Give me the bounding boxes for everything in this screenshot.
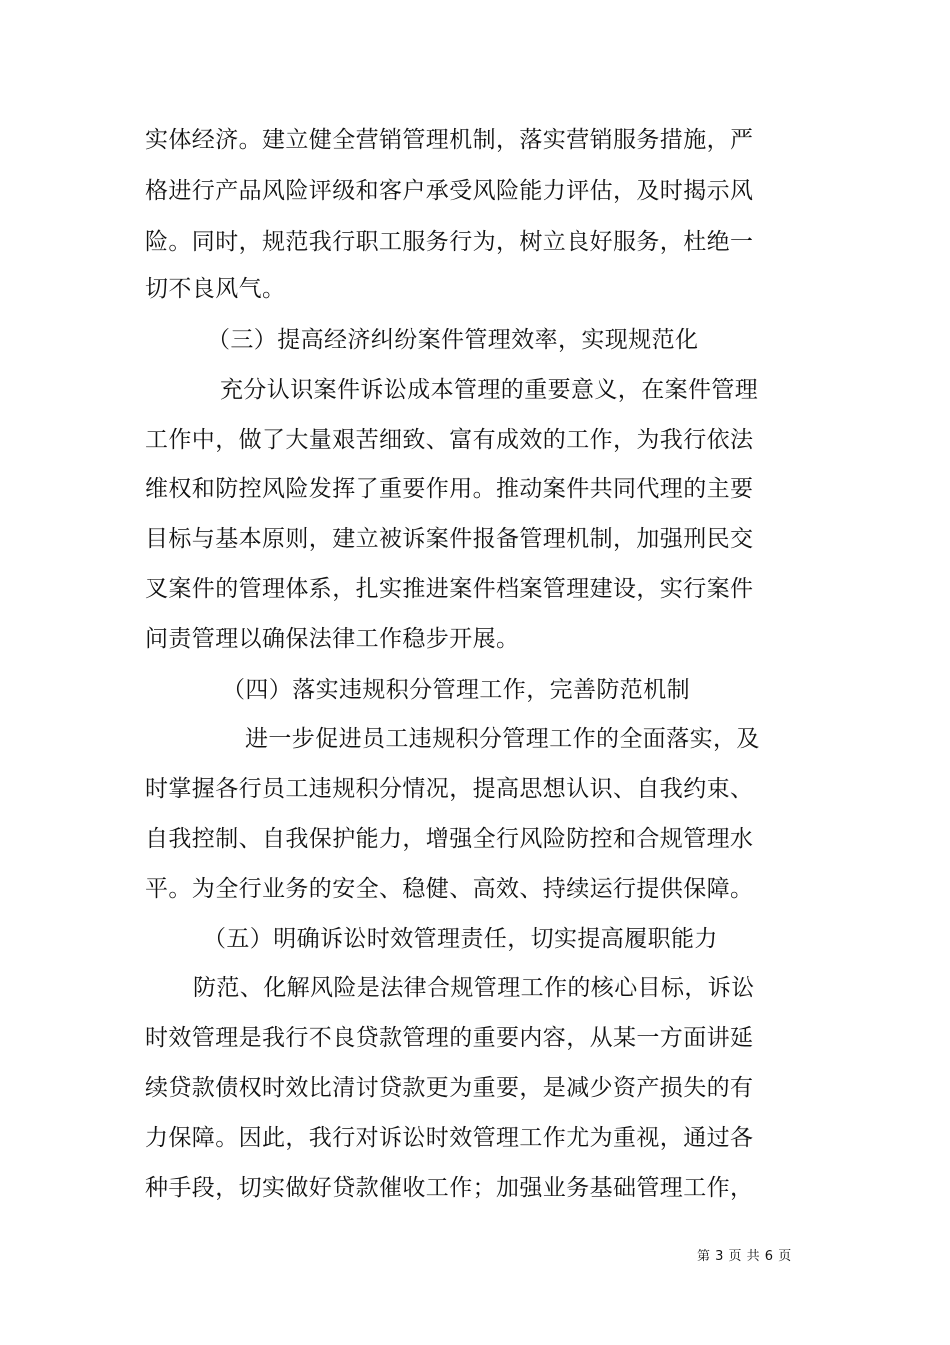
body-line: 力保障。因此，我行对诉讼时效管理工作尤为重视，通过各 <box>145 1125 754 1151</box>
body-line: 格进行产品风险评级和客户承受风险能力评估，及时揭示风 <box>145 178 754 204</box>
body-line: 实体经济。建立健全营销管理机制，落实营销服务措施，严 <box>145 127 754 153</box>
section-heading: （五）明确诉讼时效管理责任，切实提高履职能力 <box>203 926 718 952</box>
body-line: 险。同时，规范我行职工服务行为，树立良好服务，杜绝一 <box>145 229 754 255</box>
section-heading: （三）提高经济纠纷案件管理效率，实现规范化 <box>207 327 699 353</box>
body-line: 时掌握各行员工违规积分情况，提高思想认识、自我约束、 <box>145 776 754 802</box>
body-line: 自我控制、自我保护能力，增强全行风险防控和合规管理水 <box>145 826 754 852</box>
section-heading: （四）落实违规积分管理工作，完善防范机制 <box>222 677 690 703</box>
body-line: 种手段，切实做好贷款催收工作；加强业务基础管理工作， <box>145 1175 754 1201</box>
body-line: 维权和防控风险发挥了重要作用。推动案件共同代理的主要 <box>145 476 754 502</box>
body-line: 切不良风气。 <box>145 276 286 302</box>
body-line: 工作中，做了大量艰苦细致、富有成效的工作，为我行依法 <box>145 427 754 453</box>
page-number: 第 3 页 共 6 页 <box>697 1249 792 1264</box>
body-line: 时效管理是我行不良贷款管理的重要内容，从某一方面讲延 <box>145 1025 754 1051</box>
body-line: 续贷款债权时效比清讨贷款更为重要，是减少资产损失的有 <box>145 1075 754 1101</box>
body-line: 目标与基本原则，建立被诉案件报备管理机制，加强刑民交 <box>145 526 754 552</box>
body-line: 问责管理以确保法律工作稳步开展。 <box>145 626 520 652</box>
body-line: 充分认识案件诉讼成本管理的重要意义，在案件管理 <box>220 377 759 403</box>
body-line: 防范、化解风险是法律合规管理工作的核心目标，诉讼 <box>193 975 755 1001</box>
body-line: 平。为全行业务的安全、稳健、高效、持续运行提供保障。 <box>145 876 754 902</box>
body-line: 叉案件的管理体系，扎实推进案件档案管理建设，实行案件 <box>145 576 754 602</box>
body-line: 进一步促进员工违规积分管理工作的全面落实，及 <box>245 726 760 752</box>
